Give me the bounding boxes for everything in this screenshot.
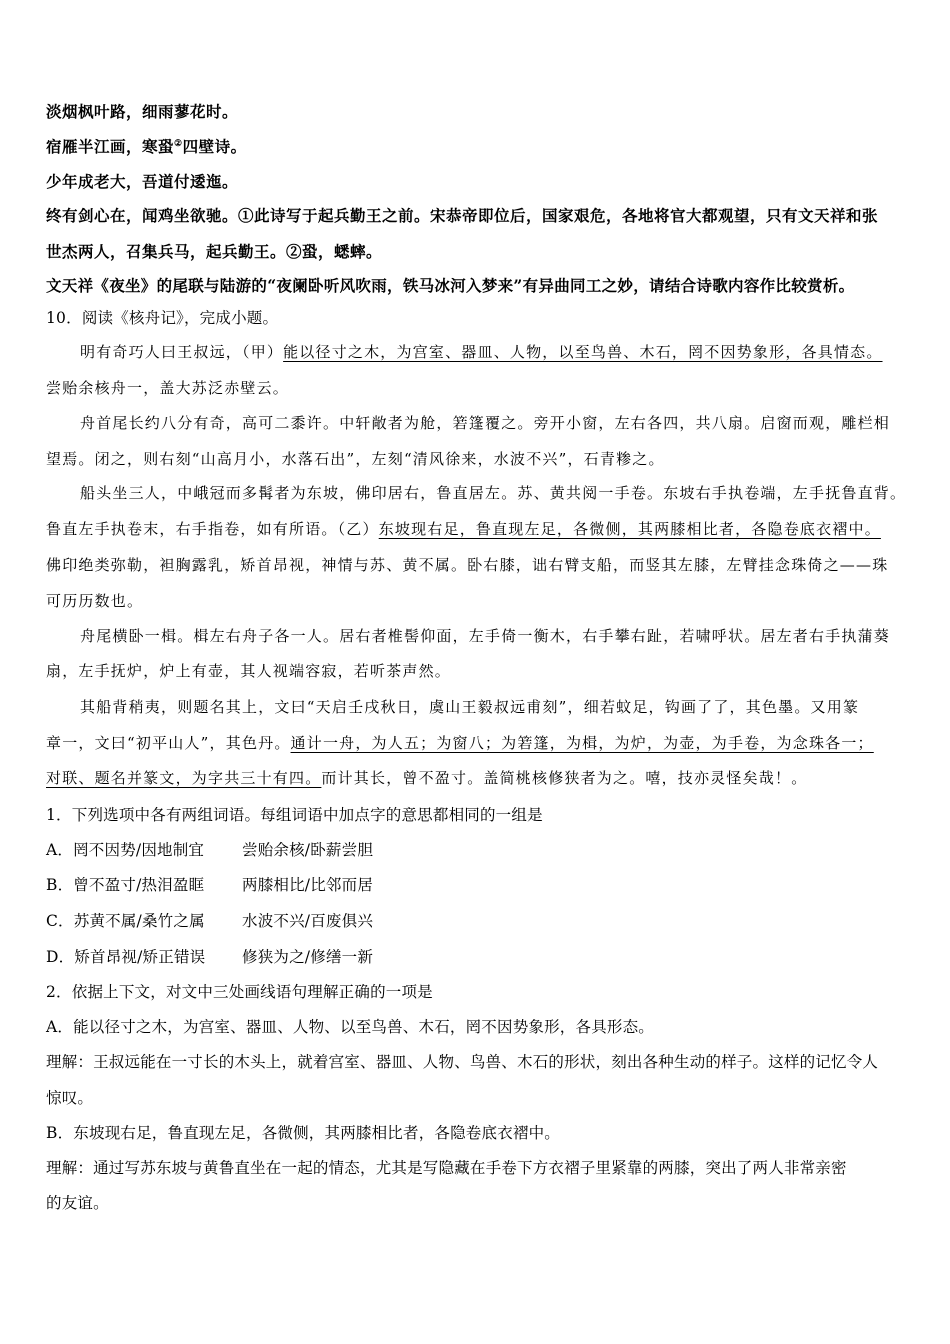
sub2-option-b-explanation-1: 理解：通过写苏东坡与黄鲁直坐在一起的情态，尤其是写隐藏在手卷下方衣褶子里紧靠的两膝，突出了两人非常亲密 bbox=[46, 1159, 847, 1177]
passage-p1-intro: 明有奇巧人曰王叔远，（甲） bbox=[80, 343, 284, 361]
option-d-pair-1: D．矫首昂视/矫正错误 bbox=[46, 948, 206, 966]
poem-notes-cont: 世杰两人，召集兵马，起兵勤王。②蛩，蟋蟀。 bbox=[46, 242, 383, 261]
underlined-sentence-bing-part1: 通计一舟，为人五；为窗八；为箬篷，为楫，为炉，为壶，为手卷，为念珠各一； bbox=[290, 734, 874, 752]
passage-p5-line2 bbox=[46, 732, 874, 753]
footnote-marker-2: ② bbox=[174, 138, 183, 149]
passage-p2-line1: 舟首尾长约八分有奇，高可二黍许。中轩敞者为舱，箬篷覆之。旁开小窗，左右各四，共八扇。启窗而观，雕栏相 bbox=[80, 414, 891, 432]
passage-p2-line2: 望焉。闭之，则右刻“山高月小，水落石出”，左刻“清风徐来，水波不兴”，石青糁之。 bbox=[46, 450, 665, 468]
option-a-pair-2: 尝贻余核/卧薪尝胆 bbox=[242, 841, 374, 859]
passage-p4-line2: 扇，左手抚炉，炉上有壶，其人视端容寂，若听茶声然。 bbox=[46, 662, 452, 680]
underlined-sentence-yi: 东坡现右足，鲁直现左足，各微侧，其两膝相比者，各隐卷底衣褶中。 bbox=[378, 520, 881, 538]
sub2-option-a-explanation-2: 惊叹。 bbox=[46, 1089, 94, 1107]
option-c-pair-2: 水波不兴/百废俱兴 bbox=[242, 912, 374, 930]
poem-line-1: 淡烟枫叶路，细雨蓼花时。 bbox=[46, 102, 239, 121]
option-c-pair-1: C．苏黄不属/桑竹之属 bbox=[46, 912, 205, 930]
sub2-option-a[interactable]: A．能以径寸之木，为宫室、器皿、人物、以至鸟兽、木石，罔不因势象形，各具形态。 bbox=[46, 1018, 654, 1036]
passage-p5-line3 bbox=[46, 767, 807, 788]
passage-p3-line3: 佛印绝类弥勒，袒胸露乳，矫首昂视，神情与苏、黄不属。卧右膝，诎右臂支船，而竖其左膝，左臂挂念珠倚之——珠 bbox=[46, 556, 889, 574]
option-a-pair-1: A．罔不因势/因地制宜 bbox=[46, 841, 205, 859]
option-a[interactable] bbox=[46, 838, 373, 860]
poem-line-2-tail: 四壁诗。 bbox=[182, 137, 247, 156]
passage-p3-line2 bbox=[46, 518, 881, 539]
underlined-sentence-bing-part2: 对联、题名并篆文，为字共三十有四。 bbox=[46, 769, 322, 787]
option-b-pair-2: 两膝相比/比邻而居 bbox=[242, 876, 374, 894]
question-10-title: 10．阅读《核舟记》，完成小题。 bbox=[46, 309, 279, 327]
passage-p4-line1: 舟尾横卧一楫。楫左右舟子各一人。居右者椎髻仰面，左手倚一衡木，右手攀右趾，若啸呼状。居左者右手执蒲葵 bbox=[80, 627, 891, 645]
poem-line-4-notes: 终有剑心在，闻鸡坐欲驰。①此诗写于起兵勤王之前。宋恭帝即位后，国家艰危，各地将官大都观望，只有文天祥和张 bbox=[46, 206, 879, 225]
option-b-pair-1: B．曾不盈寸/热泪盈眶 bbox=[46, 876, 205, 894]
sub-question-2-stem: 2．依据上下文，对文中三处画线语句理解正确的一项是 bbox=[46, 983, 433, 1001]
option-c[interactable] bbox=[46, 909, 373, 931]
poem-line-2-head: 宿雁半江画，寒蛩 bbox=[46, 137, 175, 156]
passage-p1-line1 bbox=[80, 341, 883, 362]
poem-line-2 bbox=[46, 135, 247, 157]
option-d-pair-2: 修狭为之/修缮一新 bbox=[242, 948, 374, 966]
underlined-sentence-jia: 能以径寸之木，为宫室、器皿、人物，以至鸟兽、木石，罔不因势象形，各具情态。 bbox=[283, 343, 883, 361]
sub-question-1-stem: 1．下列选项中各有两组词语。每组词语中加点字的意思都相同的一组是 bbox=[46, 806, 543, 824]
passage-p3-line1: 船头坐三人，中峨冠而多髯者为东坡，佛印居右，鲁直居左。苏、黄共阅一手卷。东坡右手执卷端，左手抚鲁直背。 bbox=[80, 484, 907, 502]
sub2-option-b[interactable]: B．东坡现右足，鲁直现左足，各微侧，其两膝相比者，各隐卷底衣褶中。 bbox=[46, 1124, 560, 1142]
option-d[interactable] bbox=[46, 945, 373, 967]
passage-p5-line3-tail: 而计其长，曾不盈寸。盖简桃核修狭者为之。嘻，技亦灵怪矣哉！。 bbox=[321, 769, 808, 787]
poem-question: 文天祥《夜坐》的尾联与陆游的“夜阑卧听风吹雨，铁马冰河入梦来”有异曲同工之妙，请结合诗歌内容作比较赏析。 bbox=[46, 276, 855, 295]
option-b[interactable] bbox=[46, 873, 373, 895]
passage-p3-line2-head: 鲁直左手执卷末，右手指卷，如有所语。（乙） bbox=[46, 520, 379, 538]
passage-p5-line1: 其船背稍夷，则题名其上，文曰“天启壬戌秋日，虞山王毅叔远甫刻”，细若蚊足，钩画了了，其色墨。又用篆 bbox=[80, 698, 860, 716]
sub2-option-b-explanation-2: 的友谊。 bbox=[46, 1194, 109, 1212]
poem-line-3: 少年成老大，吾道付逶迤。 bbox=[46, 172, 239, 191]
sub2-option-a-explanation-1: 理解：王叔远能在一寸长的木头上，就着宫室、器皿、人物、鸟兽、木石的形状，刻出各种生动的样子。这样的记忆令人 bbox=[46, 1053, 879, 1071]
passage-p1-line2: 尝贻余核舟一，盖大苏泛赤壁云。 bbox=[46, 379, 290, 397]
passage-p3-line4: 可历历数也。 bbox=[46, 592, 144, 610]
passage-p5-line2-head: 章一，文曰“初平山人”，其色丹。 bbox=[46, 734, 291, 752]
